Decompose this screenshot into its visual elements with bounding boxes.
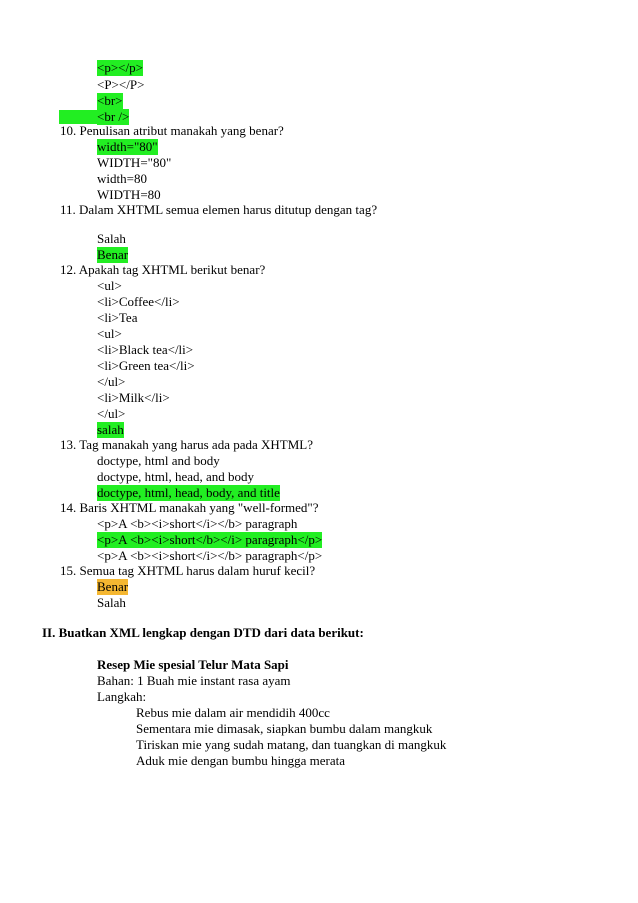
- q12-code-line: <li>Coffee</li>: [97, 294, 180, 309]
- q12-code-line: <ul>: [97, 278, 122, 293]
- q12-answer: salah: [97, 422, 124, 437]
- q11-question: 11. Dalam XHTML semua elemen harus ditutup dengan tag?: [60, 202, 378, 217]
- q10-option-1: width="80": [97, 139, 158, 154]
- q11-option-2: Benar: [97, 247, 129, 262]
- q13-option-2: doctype, html, head, and body: [97, 469, 255, 484]
- q13-option-1: doctype, html and body: [97, 453, 220, 468]
- highlight-bar: [59, 110, 97, 124]
- q10-option-2: WIDTH="80": [97, 155, 172, 170]
- q12-code-line: <li>Green tea</li>: [97, 358, 195, 373]
- recipe-step: Aduk mie dengan bumbu hingga merata: [136, 753, 346, 768]
- q13-option-3: doctype, html, head, body, and title: [97, 485, 280, 500]
- recipe-step: Sementara mie dimasak, siapkan bumbu dalam mangkuk: [136, 721, 433, 736]
- q12-question: 12. Apakah tag XHTML berikut benar?: [60, 262, 266, 277]
- recipe-steps-label: Langkah:: [97, 689, 147, 704]
- q12-code-line: <ul>: [97, 326, 122, 341]
- q9-option-2: <P></P>: [97, 77, 145, 92]
- recipe-step: Tiriskan mie yang sudah matang, dan tuangkan di mangkuk: [136, 737, 447, 752]
- q11-option-1: Salah: [97, 231, 126, 246]
- q12-code-line: </ul>: [97, 374, 126, 389]
- q10-option-4: WIDTH=80: [97, 187, 161, 202]
- q15-question: 15. Semua tag XHTML harus dalam huruf kecil?: [60, 563, 316, 578]
- recipe-title: Resep Mie spesial Telur Mata Sapi: [97, 657, 289, 672]
- recipe-step: Rebus mie dalam air mendidih 400cc: [136, 705, 330, 720]
- q14-option-2: <p>A <b><i>short</b></i> paragraph</p>: [97, 532, 323, 547]
- q14-option-1: <p>A <b><i>short</i></b> paragraph: [97, 516, 298, 531]
- q12-code-line: <li>Black tea</li>: [97, 342, 194, 357]
- q14-question: 14. Baris XHTML manakah yang "well-formed"?: [60, 500, 319, 515]
- q15-option-1: Benar: [97, 579, 129, 594]
- section-2-heading: II. Buatkan XML lengkap dengan DTD dari data berikut:: [42, 625, 364, 640]
- q9-option-1: <p></p>: [97, 60, 143, 75]
- q9-option-3: <br>: [97, 93, 123, 108]
- q12-code-line: <li>Milk</li>: [97, 390, 170, 405]
- q12-code-line: </ul>: [97, 406, 126, 421]
- q15-option-2: Salah: [97, 595, 126, 610]
- q10-option-3: width=80: [97, 171, 147, 186]
- q12-code-line: <li>Tea: [97, 310, 138, 325]
- q9-option-4: <br />: [97, 109, 130, 124]
- q14-option-3: <p>A <b><i>short</i></b> paragraph</p>: [97, 548, 323, 563]
- recipe-ingredients: Bahan: 1 Buah mie instant rasa ayam: [97, 673, 291, 688]
- q13-question: 13. Tag manakah yang harus ada pada XHTML?: [60, 437, 313, 452]
- q10-question: 10. Penulisan atribut manakah yang benar?: [60, 123, 284, 138]
